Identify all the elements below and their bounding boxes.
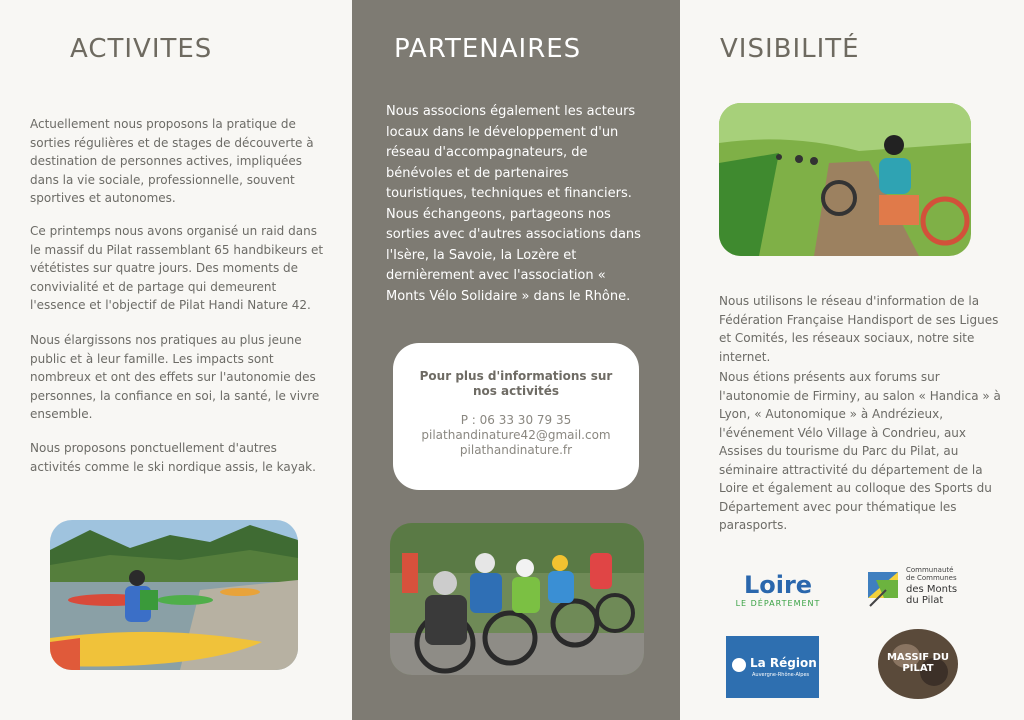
visibilite-paragraph-1: Nous utilisons le réseau d'information de la Fédération Française Handisport de ses Ligues et Comités, les réseaux sociaux, notre site internet. [719,294,999,364]
visibilite-title: VISIBILITÉ [720,34,860,64]
ccmp-line-2: de Communes [906,574,957,582]
partenaires-paragraph: Nous associons également les acteurs locaux dans le développement d'un réseau d'accompagnateurs, de bénévoles et de partenaires touristiques, techniques et financiers. Nous échangeons, partageons nos sorties avec d'autres associations dans l'Isère, la Savoie, la Lozère et dernièrement avec l'association « Monts Vélo Solidaire » dans le Rhône. [386,104,641,304]
la-region-logo [726,636,819,698]
contact-email[interactable]: pilathandinature42@gmail.com [421,428,611,442]
handbike-group-photo [390,523,644,675]
partenaires-panel [352,0,680,720]
loire-logo-name: Loire [743,571,813,599]
handbike-trail-photo [719,103,971,256]
region-logo-name: La Région [750,656,817,670]
contact-website[interactable]: pilathandinature.fr [459,443,573,457]
region-logo-sub: Auvergne-Rhône-Alpes [752,672,810,678]
massif-du-pilat-logo [876,626,960,700]
activites-paragraph-1: Actuellement nous proposons la pratique de sorties régulières et de stages de découverte à destination de personnes actives, impliquées dans la vie sociale, professionnelle, souvent sportives et autonomes. [30,117,314,205]
massif-logo-text: MASSIF DU PILAT [886,652,950,674]
ccmp-line-3: des Monts [906,584,958,595]
ccmp-line-4: du Pilat [906,595,944,606]
ccmp-line-1: Communauté [906,566,954,574]
activites-paragraph-2: Ce printemps nous avons organisé un raid dans le massif du Pilat rassemblant 65 handbikeurs et vététistes sur quatre jours. Des moments de convivialité et de partage qui demeurent l'essence et l'objectif de Pilat Handi Nature 42. [30,224,324,312]
partenaires-title: PARTENAIRES [394,34,582,64]
visibilite-paragraph-2: Nous étions présents aux forums sur l'autonomie de Firminy, au salon « Handica » à Lyon, « Autonomique » à Andrézieux, l'événement Vélo Village à Condrieu, aux Assises du tourisme du Parc du Pilat, au séminaire attractivité du département de la Loire et également au colloque des Sports du Département avec pour thématique les parasports. [719,370,1001,532]
ccmp-logo [866,566,976,618]
kayak-photo [50,520,298,670]
contact-phone[interactable]: P : 06 33 30 79 35 [460,413,572,427]
contact-heading: Pour plus d'informations sur nos activités [419,369,613,398]
visibilite-panel [680,0,1024,720]
loire-departement-logo [728,572,828,616]
contact-box [393,343,639,490]
activites-panel [0,0,352,720]
activites-paragraph-4: Nous proposons ponctuellement d'autres activités comme le ski nordique assis, le kayak. [30,441,316,474]
activites-paragraph-3: Nous élargissons nos pratiques au plus jeune public et à leur famille. Les impacts sont nombreux et ont des effets sur l'autonomie des personnes, la confiance en soi, la santé, le vivre ensemble. [30,333,320,421]
region-emblem-icon [732,658,746,672]
ccmp-emblem-icon [866,570,902,608]
loire-logo-sub: LE DÉPARTEMENT [735,599,821,608]
activites-title: ACTIVITES [70,34,213,64]
